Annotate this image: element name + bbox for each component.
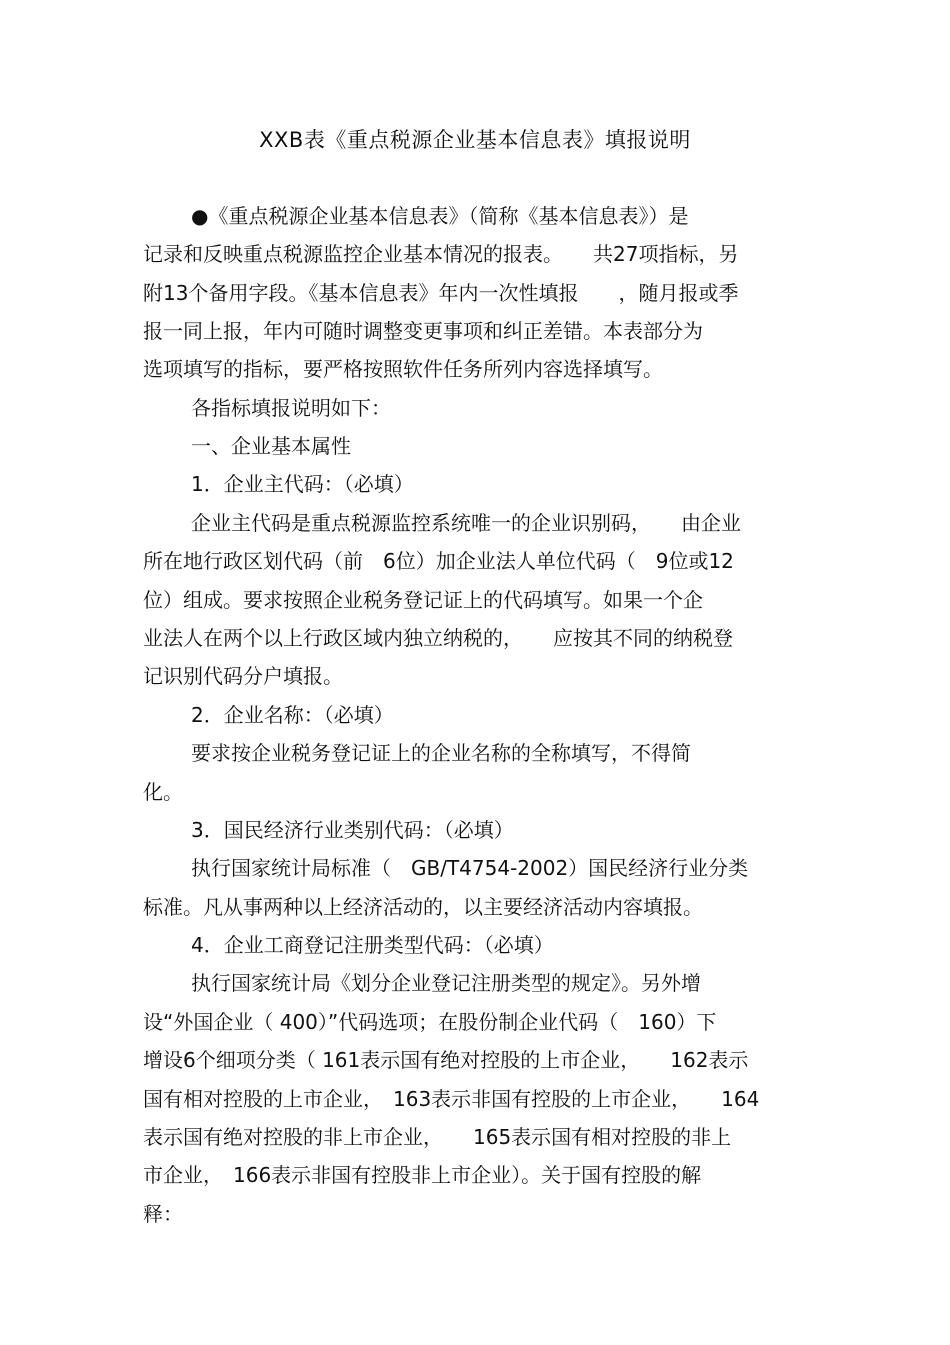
paragraph-line: 增设6个细项分类（ 161表示国有绝对控股的上市企业， 162表示 — [143, 1048, 749, 1072]
paragraph-line: 选项填写的指标，要严格按照软件任务所列内容选择填写。 — [143, 357, 663, 381]
paragraph-line: 所在地行政区划代码（前 6位）加企业法人单位代码（ 9位或12 — [143, 549, 734, 573]
paragraph-line: 记识别代码分户填报。 — [143, 664, 343, 688]
paragraph-line: 企业主代码是重点税源监控系统唯一的企业识别码， 由企业 — [191, 511, 741, 535]
paragraph-line: 位）组成。要求按照企业税务登记证上的代码填写。如果一个企 — [143, 588, 703, 612]
item-heading: 1．企业主代码：（必填） — [191, 472, 414, 496]
item-heading: 3．国民经济行业类别代码：（必填） — [191, 818, 514, 842]
item-heading: 4．企业工商登记注册类型代码：（必填） — [191, 933, 554, 957]
paragraph-line: 化。 — [143, 780, 183, 804]
paragraph-line: 执行国家统计局标准（ GB/T4754-2002）国民经济行业分类 — [191, 856, 749, 880]
item-heading: 2．企业名称：（必填） — [191, 703, 394, 727]
paragraph-line: 各指标填报说明如下： — [191, 396, 391, 420]
paragraph-line: 国有相对控股的上市企业， 163表示非国有控股的上市企业， 164 — [143, 1087, 760, 1111]
paragraph-line: 标准。凡从事两种以上经济活动的，以主要经济活动内容填报。 — [143, 895, 703, 919]
paragraph-line: 业法人在两个以上行政区域内独立纳税的， 应按其不同的纳税登 — [143, 626, 733, 650]
section-heading: 一、企业基本属性 — [191, 434, 351, 458]
paragraph-line: 记录和反映重点税源监控企业基本情况的报表。 共27项指标，另 — [143, 242, 739, 266]
paragraph-line: 报一同上报，年内可随时调整变更事项和纠正差错。本表部分为 — [143, 319, 703, 343]
paragraph-line: ●《重点税源企业基本信息表》（简称《基本信息表》）是 — [191, 204, 689, 228]
paragraph-line: 执行国家统计局《划分企业登记注册类型的规定》。另外增 — [191, 971, 701, 995]
document-title: XXB表《重点税源企业基本信息表》填报说明 — [259, 128, 691, 152]
paragraph-line: 表示国有绝对控股的非上市企业， 165表示国有相对控股的非上 — [143, 1125, 732, 1149]
paragraph-line: 要求按企业税务登记证上的企业名称的全称填写，不得简 — [191, 741, 691, 765]
paragraph-line: 附13个备用字段。《基本信息表》年内一次性填报 ，随月报或季 — [143, 281, 739, 305]
paragraph-line: 释： — [143, 1202, 183, 1226]
paragraph-line: 市企业， 166表示非国有控股非上市企业）。关于国有控股的解 — [143, 1163, 702, 1187]
paragraph-line: 设“外国企业（ 400）”代码选项；在股份制企业代码（ 160）下 — [143, 1010, 717, 1034]
